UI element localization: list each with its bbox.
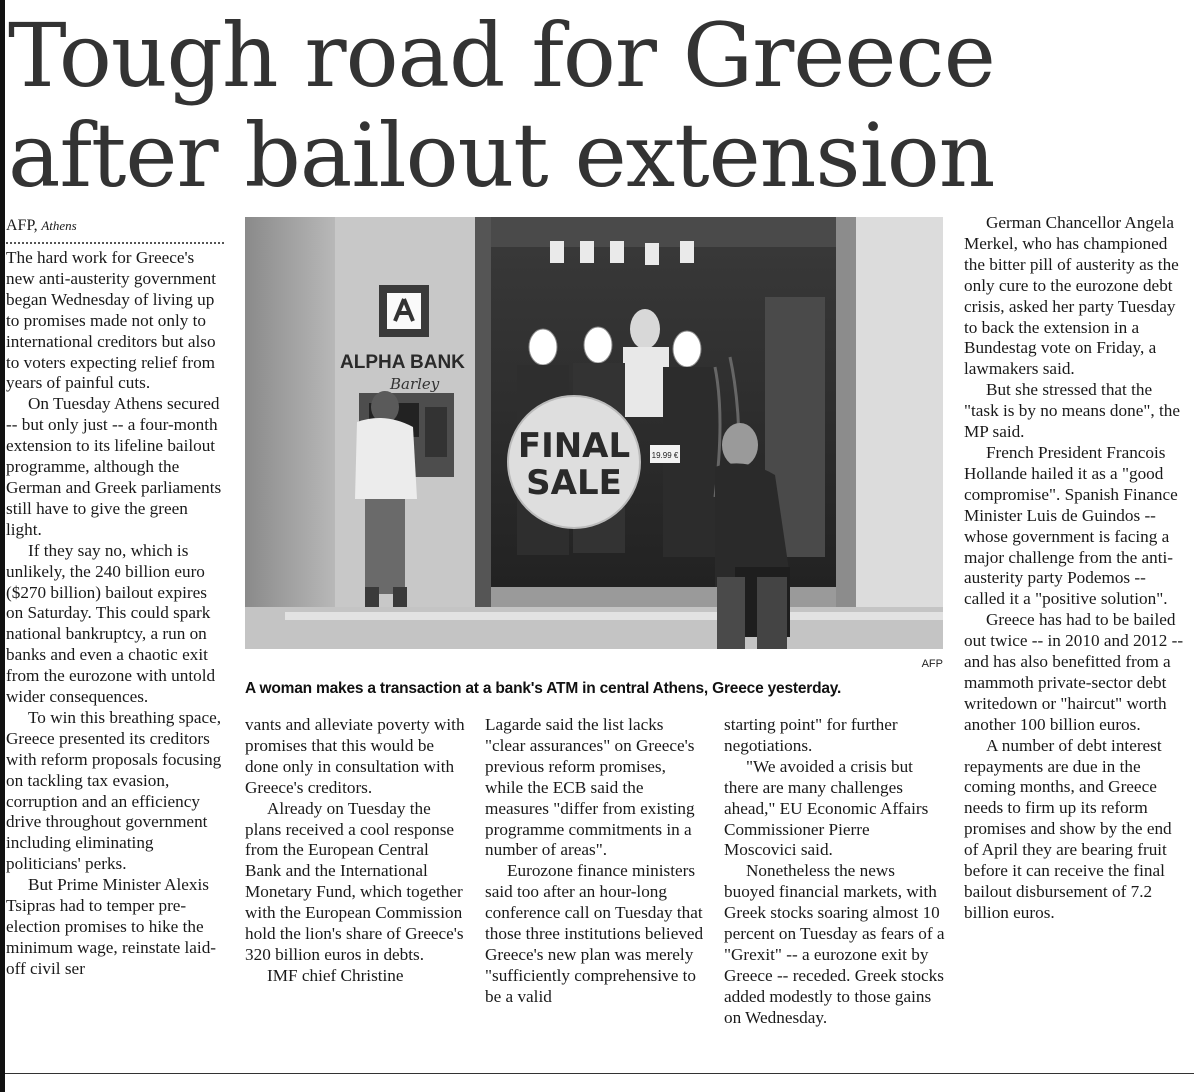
byline-agency: AFP, [6, 217, 38, 234]
article-paragraph: On Tuesday Athens secured -- but only just -- a four-month extension to its lifeline bailout programme, although the German and Greek parliaments still have to give the green light. [6, 394, 222, 539]
byline-city: Athens [41, 218, 77, 233]
photo-caption: A woman makes a transaction at a bank's ATM in central Athens, Greece yesterday. [245, 680, 842, 697]
footer-rule [5, 1073, 1194, 1074]
article-paragraph: Already on Tuesday the plans received a cool response from the European Central Bank and the International Monetary Fund, which together with the European Commission hold the lion's share of Greece's 320 billion euros in debts. [245, 798, 464, 964]
graffiti-tag: Barley [390, 375, 440, 393]
article-paragraph: vants and alleviate poverty with promises that this would be done only in consultation with Greece's creditors. [245, 715, 465, 797]
article-paragraph: Greece has had to be bailed out twice -- in 2010 and 2012 -- and has also benefitted from a mammoth private-sector debt writedown or "haircut" worth another 100 billion euros. [964, 610, 1184, 734]
article-paragraph: IMF chief Christine [267, 965, 404, 985]
article-paragraph: French President Francois Hollande hailed it as a "good compromise". Spanish Finance Minister Luis de Guindos -- whose government is facing a major challenge from the anti-austerity party Podemos -- called it a "positive solution". [964, 442, 1178, 609]
article-paragraph: A number of debt interest repayments are due in the coming months, and Greece needs to firm up its reform promises and show by the end of April they are bearing fruit before it can receive the final bailout disbursement of 7.2 billion euros. [964, 735, 1172, 922]
byline [6, 216, 224, 236]
article-column-4 [724, 715, 946, 1029]
sale-sign-line-1: FINAL [517, 426, 631, 466]
article-column-3 [485, 715, 707, 1008]
column-body [6, 248, 224, 980]
left-edge-bar [0, 0, 5, 1092]
news-photo [245, 217, 943, 649]
article-paragraph: Nonetheless the news buoyed financial markets, with Greek stocks soaring almost 10 percent on Tuesday as fears of a "Grexit" -- a eurozone exit by Greece -- receded. Greek stocks added modestly to those gains on Wednesday. [724, 861, 945, 1027]
article-column-2 [245, 715, 467, 987]
sale-sign-line-2: SALE [526, 463, 622, 503]
headline: Tough road for Greece after bailout extension [8, 4, 995, 207]
article-paragraph: Eurozone finance ministers said too after an hour-long conference call on Tuesday that those three institutions believed Greece's new plan was merely "sufficiently comprehensive to be a valid [485, 861, 704, 1006]
article-column-1 [6, 216, 224, 980]
article-paragraph: Lagarde said the list lacks "clear assurances" on Greece's previous reform promises, while the ECB said the measures "differ from existing programme commitments in a number of areas". [485, 715, 695, 860]
bank-sign: ALPHA BANK [340, 352, 465, 373]
article-paragraph: "We avoided a crisis but there are many challenges ahead," EU Economic Affairs Commissioner Pierre Moscovici said. [724, 756, 929, 860]
article-paragraph: If they say no, which is unlikely, the 240 billion euro ($270 billion) bailout expires on Saturday. This could spark national bankruptcy, a run on banks and even a chaotic exit from the eurozone with untold wider consequences. [6, 540, 216, 707]
article-paragraph: The hard work for Greece's new anti-austerity government began Wednesday of living up to promises made not only to international creditors but also to voters expecting relief from years of painful cuts. [6, 248, 217, 393]
article-paragraph: To win this breathing space, Greece presented its creditors with reform proposals focusing on tackling tax evasion, corruption and an efficiency drive throughout government including eliminating politicians' perks. [6, 707, 222, 874]
atm-storefront-illustration [245, 217, 943, 649]
article-column-5 [964, 213, 1186, 924]
photo-credit: AFP [921, 658, 943, 670]
byline-divider [6, 242, 224, 244]
price-tag: 19.99 € [651, 451, 679, 460]
article-paragraph: But Prime Minister Alexis Tsipras had to temper pre-election promises to hike the minimum wage, reinstate laid-off civil ser [6, 875, 217, 978]
article-paragraph: starting point" for further negotiations. [724, 715, 898, 755]
article-paragraph: German Chancellor Angela Merkel, who has championed the bitter pill of austerity as the only cure to the eurozone debt crisis, asked her party Tuesday to back the extension in a Bundestag vote on Friday, a lawmakers said. [964, 213, 1179, 379]
article-paragraph: But she stressed that the "task is by no means done", the MP said. [964, 380, 1180, 442]
